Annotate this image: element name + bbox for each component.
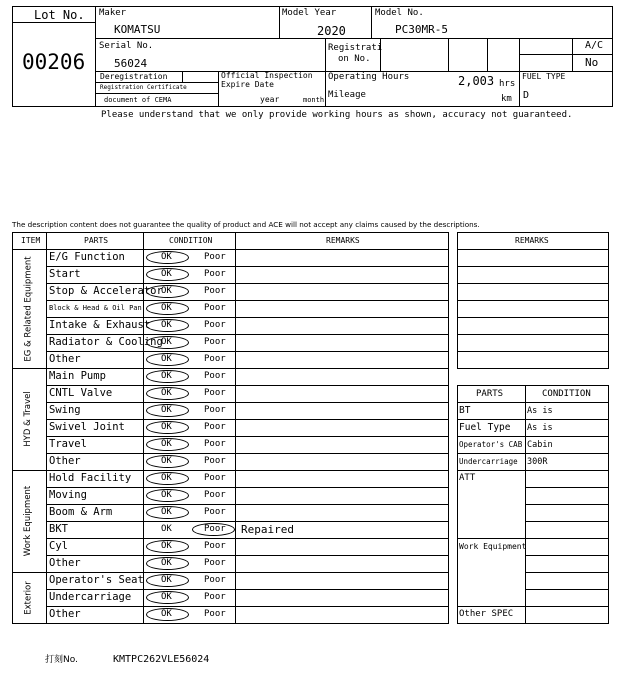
- divider: [457, 419, 608, 420]
- part-name: Other: [49, 608, 81, 620]
- ok-option: OK: [161, 456, 172, 466]
- divider: [46, 402, 448, 403]
- divider: [525, 572, 608, 573]
- part-name: E/G Function: [49, 251, 125, 263]
- ok-option: OK: [161, 558, 172, 568]
- divider: [457, 402, 608, 403]
- item-group-label: HYD & Travel: [23, 391, 33, 447]
- poor-option: Poor: [204, 575, 226, 585]
- divider: [519, 54, 613, 55]
- ok-circle: [146, 336, 189, 349]
- deregistration-label: Deregistration: [100, 72, 168, 81]
- ok-circle: [146, 370, 189, 383]
- poor-option: Poor: [204, 456, 226, 466]
- hrs-label: hrs: [499, 79, 516, 89]
- disclaimer: The description content does not guarantee the quality of product and ACE will not accept any claims caused by the descriptions.: [12, 220, 480, 229]
- divider: [46, 487, 448, 488]
- lot-value: 00206: [22, 50, 86, 74]
- poor-option: Poor: [204, 337, 226, 347]
- poor-option: Poor: [204, 371, 226, 381]
- divider: [572, 38, 573, 71]
- divider: [457, 436, 608, 437]
- registration-label-2: on No.: [338, 54, 371, 64]
- ok-option: OK: [161, 490, 172, 500]
- part-name: Swivel Joint: [49, 421, 125, 433]
- spec-condition: 300R: [527, 457, 548, 467]
- divider: [519, 38, 520, 107]
- maker-label: Maker: [99, 8, 127, 18]
- poor-option: Poor: [204, 320, 226, 330]
- divider: [46, 385, 448, 386]
- divider: [46, 589, 448, 590]
- spec-condition: As is: [527, 406, 553, 416]
- ok-circle: [146, 574, 189, 587]
- part-name: CNTL Valve: [49, 387, 113, 399]
- divider: [457, 283, 608, 284]
- remarks-header: REMARKS: [326, 236, 360, 245]
- part-name: Moving: [49, 489, 87, 501]
- poor-option: Poor: [204, 473, 226, 483]
- remark-text: Repaired: [241, 523, 294, 536]
- part-name: Boom & Arm: [49, 506, 113, 518]
- ok-option: OK: [161, 320, 172, 330]
- part-name: Intake & Exhaust: [49, 319, 151, 331]
- part-name: Block & Head & Oil Pan: [49, 304, 142, 312]
- divider: [525, 504, 608, 505]
- divider: [46, 283, 448, 284]
- ok-circle: [146, 302, 189, 315]
- divider: [12, 368, 448, 369]
- spec-condition: As is: [527, 423, 553, 433]
- poor-option: Poor: [204, 388, 226, 398]
- poor-option: Poor: [204, 354, 226, 364]
- ok-circle: [146, 285, 189, 298]
- item-group-label: Exterior: [23, 580, 33, 615]
- mileage-label: Mileage: [328, 90, 366, 100]
- poor-option: Poor: [204, 286, 226, 296]
- fuel-type-value: D: [523, 90, 530, 101]
- divider: [218, 71, 219, 107]
- condition-header: CONDITION: [169, 236, 213, 245]
- serial-label: Serial No.: [99, 41, 154, 51]
- part-name: Cyl: [49, 540, 68, 552]
- ok-circle: [146, 557, 189, 570]
- divider: [46, 232, 47, 623]
- registration-certificate-label: Registration Certificate: [100, 84, 187, 91]
- ok-circle: [146, 387, 189, 400]
- month-label: month: [303, 96, 325, 104]
- divider: [457, 300, 608, 301]
- part-name: Stop & Accelerator: [49, 285, 163, 297]
- ok-option: OK: [161, 303, 172, 313]
- poor-option: Poor: [204, 592, 226, 602]
- ok-option: OK: [161, 252, 172, 262]
- spec-part: Undercarriage: [459, 457, 518, 466]
- ok-circle: [146, 591, 189, 604]
- divider: [325, 38, 326, 107]
- ok-option: OK: [161, 609, 172, 619]
- divider: [457, 538, 608, 539]
- ok-circle: [146, 268, 189, 281]
- spec-part: BT: [459, 405, 471, 416]
- ok-option: OK: [161, 439, 172, 449]
- cema-label: document of CEMA: [104, 96, 172, 104]
- divider: [46, 300, 448, 301]
- model-no-label: Model No.: [375, 8, 424, 18]
- ok-circle: [146, 251, 189, 264]
- ac-label: A/C: [585, 40, 604, 51]
- divider: [95, 38, 613, 39]
- divider: [525, 555, 608, 556]
- km-label: km: [501, 94, 512, 104]
- divider: [525, 521, 608, 522]
- inspection-label-2: Expire Date: [221, 80, 274, 89]
- spec-parts-header: PARTS: [476, 389, 504, 399]
- poor-circle: [192, 523, 235, 536]
- inspection-label: Official Inspection: [221, 71, 313, 80]
- poor-option: Poor: [204, 252, 226, 262]
- divider: [95, 6, 96, 107]
- poor-option: Poor: [204, 507, 226, 517]
- divider: [46, 266, 448, 267]
- ok-option: OK: [161, 422, 172, 432]
- ok-option: OK: [161, 354, 172, 364]
- part-name: Hold Facility: [49, 472, 132, 484]
- divider: [525, 487, 608, 488]
- maker-value: KOMATSU: [114, 23, 161, 36]
- poor-option: Poor: [204, 422, 226, 432]
- ok-circle: [146, 455, 189, 468]
- poor-option: Poor: [204, 405, 226, 415]
- part-name: Undercarriage: [49, 591, 132, 603]
- divider: [46, 521, 448, 522]
- poor-option: Poor: [204, 541, 226, 551]
- ok-option: OK: [161, 405, 172, 415]
- divider: [12, 572, 448, 573]
- divider: [46, 351, 448, 352]
- part-name: Other: [49, 455, 81, 467]
- divider: [457, 249, 608, 250]
- poor-option: Poor: [204, 609, 226, 619]
- serial-value: 56024: [114, 57, 148, 70]
- ok-circle: [146, 404, 189, 417]
- ok-option: OK: [161, 388, 172, 398]
- parts-header: PARTS: [84, 236, 109, 245]
- divider: [46, 538, 448, 539]
- divider: [457, 470, 608, 471]
- fuel-type-label: FUEL TYPE: [522, 72, 566, 81]
- part-name: Radiator & Cooling: [49, 336, 163, 348]
- model-year-value: 2020: [317, 24, 346, 38]
- divider: [46, 606, 448, 607]
- poor-option: Poor: [204, 439, 226, 449]
- ok-circle: [146, 506, 189, 519]
- divider: [46, 504, 448, 505]
- ok-option: OK: [161, 286, 172, 296]
- divider: [235, 232, 236, 623]
- ok-option: OK: [161, 473, 172, 483]
- divider: [46, 453, 448, 454]
- part-name: Travel: [49, 438, 87, 450]
- poor-option: Poor: [204, 558, 226, 568]
- ok-circle: [146, 472, 189, 485]
- divider: [371, 6, 372, 38]
- model-year-label: Model Year: [282, 8, 337, 18]
- ok-option: OK: [161, 371, 172, 381]
- part-name: Other: [49, 557, 81, 569]
- divider: [457, 317, 608, 318]
- spec-condition-header: CONDITION: [542, 389, 591, 399]
- item-group-label: EG & Related Equipment: [23, 255, 33, 362]
- item-header: ITEM: [21, 236, 41, 245]
- divider: [525, 589, 608, 590]
- ok-option: OK: [161, 507, 172, 517]
- divider: [457, 266, 608, 267]
- divider: [182, 71, 183, 82]
- divider: [46, 436, 448, 437]
- divider: [457, 453, 608, 454]
- ok-circle: [146, 438, 189, 451]
- divider: [448, 38, 449, 71]
- spec-part: Fuel Type: [459, 422, 511, 433]
- ac-value: No: [585, 56, 599, 69]
- right-remarks-header: REMARKS: [515, 236, 549, 245]
- item-group-label: Work Equipment: [23, 485, 33, 557]
- divider: [46, 419, 448, 420]
- work-equipment-label: Work Equipment: [459, 542, 527, 551]
- spec-part: Operator's CAB: [459, 440, 523, 449]
- divider: [457, 334, 608, 335]
- part-name: Main Pump: [49, 370, 106, 382]
- part-name: BKT: [49, 523, 68, 535]
- ok-circle: [146, 421, 189, 434]
- part-name: Swing: [49, 404, 81, 416]
- stamp-number: KMTPC262VLE56024: [113, 654, 210, 665]
- ok-circle: [146, 608, 189, 621]
- lot-label: Lot No.: [34, 8, 85, 22]
- divider: [46, 555, 448, 556]
- divider: [95, 93, 218, 94]
- divider: [457, 351, 608, 352]
- part-name: Other: [49, 353, 81, 365]
- working-hours-notice: Please understand that we only provide working hours as shown, accuracy not guaranteed.: [101, 110, 573, 120]
- poor-option: Poor: [204, 303, 226, 313]
- ok-circle: [146, 489, 189, 502]
- ok-option: OK: [161, 575, 172, 585]
- divider: [95, 82, 218, 83]
- ok-circle: [146, 353, 189, 366]
- ok-option: OK: [161, 337, 172, 347]
- poor-option: Poor: [204, 524, 226, 534]
- part-name: Start: [49, 268, 81, 280]
- att-label: ATT: [459, 473, 476, 483]
- divider: [46, 334, 448, 335]
- divider: [457, 606, 608, 607]
- divider: [487, 38, 488, 71]
- divider: [12, 470, 448, 471]
- ok-circle: [146, 540, 189, 553]
- ok-option: OK: [161, 592, 172, 602]
- operating-hours-label: Operating Hours: [328, 72, 410, 82]
- ok-option: OK: [161, 541, 172, 551]
- poor-option: Poor: [204, 269, 226, 279]
- divider: [46, 317, 448, 318]
- ok-option: OK: [161, 269, 172, 279]
- stamp-label: 打刻No.: [45, 655, 78, 665]
- divider: [12, 249, 448, 250]
- operating-hours-value: 2,003: [458, 74, 495, 88]
- other-spec-label: Other SPEC: [459, 609, 514, 619]
- divider: [12, 22, 95, 23]
- ok-circle: [146, 319, 189, 332]
- registration-label: Registrati: [328, 43, 383, 53]
- divider: [279, 6, 280, 38]
- poor-option: Poor: [204, 490, 226, 500]
- ok-option: OK: [161, 524, 172, 534]
- spec-condition: Cabin: [527, 440, 553, 450]
- model-no-value: PC30MR-5: [395, 23, 448, 36]
- part-name: Operator's Seat: [49, 574, 144, 586]
- year-label: year: [260, 95, 280, 104]
